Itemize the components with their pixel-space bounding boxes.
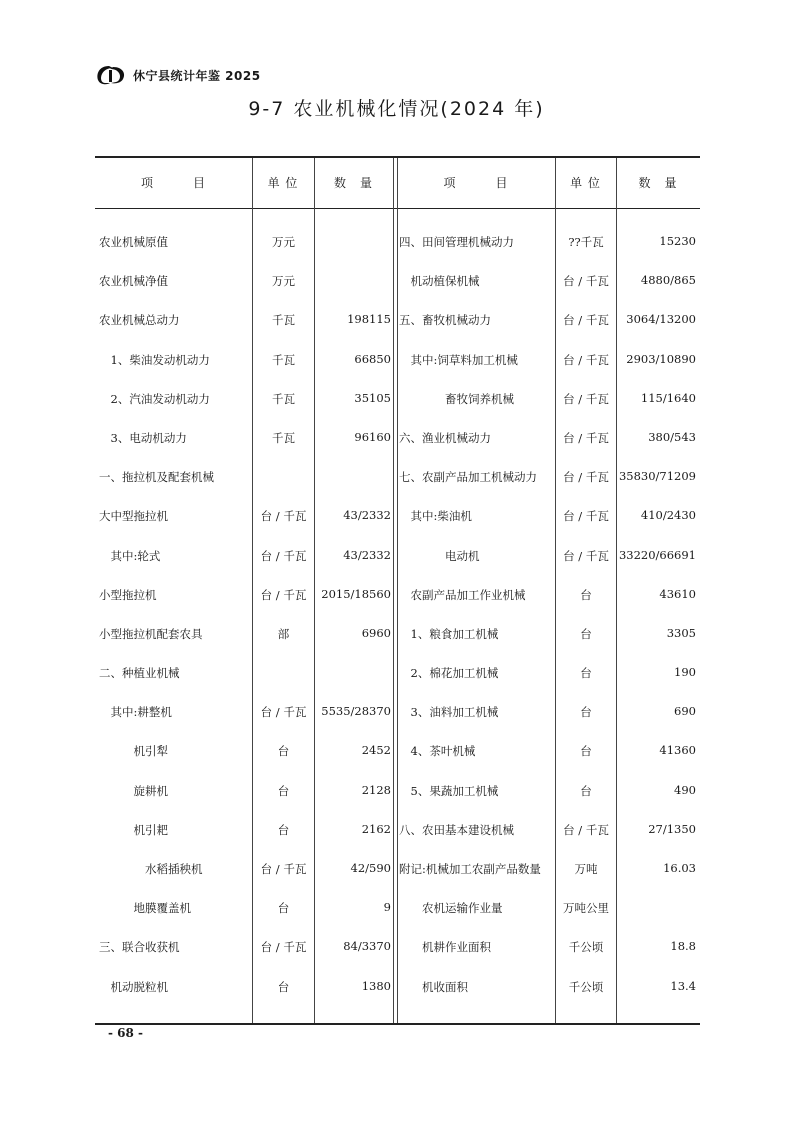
table-row: [95, 851, 700, 890]
header-item-left: 项 目: [140, 176, 206, 190]
row-unit-right: 万吨公里: [563, 901, 609, 916]
row-value-left: 2162: [361, 821, 391, 836]
row-unit-right: 台 / 千瓦: [563, 509, 609, 524]
row-value-right: 16.03: [663, 861, 696, 875]
row-unit-right: 台 / 千瓦: [563, 430, 609, 445]
row-unit-right: 千公顷: [568, 940, 604, 955]
row-unit-right: 台 / 千瓦: [563, 274, 609, 289]
row-value-left: 43/2332: [343, 547, 391, 562]
row-unit-left: 台: [277, 901, 290, 916]
row-item-right: 其中:柴油机: [399, 509, 472, 524]
table-title: 9-7 农业机械化情况(2024 年): [248, 98, 545, 120]
row-unit-right: 台: [580, 744, 592, 759]
row-unit-left: 台 / 千瓦: [260, 940, 307, 955]
table-row: [95, 381, 700, 420]
row-item-left: 其中:轮式: [99, 548, 161, 563]
row-value-right: 43610: [659, 586, 696, 601]
row-value-right: 115/1640: [640, 390, 696, 405]
page-number: - 68 -: [108, 1026, 144, 1040]
table-row: [95, 890, 700, 929]
row-unit-left: 千瓦: [272, 313, 295, 328]
row-value-left: 66850: [354, 351, 391, 366]
row-value-right: 35830/71209: [618, 469, 696, 484]
row-item-left: 一、拖拉机及配套机械: [99, 470, 214, 485]
row-item-right: 七、农副产品加工机械动力: [399, 470, 537, 485]
row-item-right: 1、粮食加工机械: [399, 626, 499, 641]
row-item-right: 5、果蔬加工机械: [399, 783, 499, 798]
row-value-right: 410/2430: [640, 508, 696, 523]
row-unit-left: 台: [277, 744, 290, 759]
row-item-left: 1、柴油发动机动力: [99, 352, 210, 367]
row-item-left: 地膜覆盖机: [99, 901, 191, 916]
row-unit-left: 台 / 千瓦: [260, 862, 307, 876]
row-item-right: 电动机: [399, 548, 480, 563]
row-value-right: 3305: [666, 625, 696, 640]
row-value-right: 13.4: [670, 978, 696, 993]
row-value-right: 2903/10890: [626, 351, 696, 366]
table-row: [95, 498, 700, 537]
row-value-right: 41360: [659, 743, 696, 758]
row-item-right: 机动植保机械: [399, 274, 480, 289]
row-value-left: 9: [383, 900, 391, 915]
table-row: [95, 263, 700, 302]
row-unit-left: 千瓦: [272, 391, 295, 406]
row-item-right: 其中:饲草料加工机械: [399, 352, 518, 367]
mechanization-table: [95, 156, 700, 1024]
table-row: [95, 577, 700, 616]
page-header: [95, 64, 261, 86]
header-unit-left: 单 位: [267, 176, 299, 190]
row-item-left: 旋耕机: [99, 783, 168, 798]
row-value-left: 2452: [361, 743, 391, 758]
row-item-right: 附记:机械加工农副产品数量: [399, 862, 541, 876]
row-item-right: 4、茶叶机械: [399, 744, 476, 759]
row-unit-right: 台 / 千瓦: [563, 391, 609, 406]
table-row: [95, 694, 700, 733]
row-value-left: 2015/18560: [321, 586, 391, 601]
header-value-left: 数 量: [333, 176, 373, 190]
table-row: [95, 302, 700, 341]
row-unit-left: 台: [277, 822, 290, 837]
row-unit-right: 台: [580, 666, 592, 681]
table-row: [95, 459, 700, 498]
row-value-right: 690: [674, 704, 696, 719]
row-value-right: 380/543: [648, 429, 696, 444]
row-unit-right: 台 / 千瓦: [563, 352, 609, 367]
row-item-left: 农业机械总动力: [99, 313, 180, 328]
row-item-left: 小型拖拉机: [99, 587, 157, 602]
row-value-left: 96160: [354, 429, 391, 444]
row-unit-left: 万元: [272, 274, 295, 289]
row-value-left: 6960: [361, 625, 391, 640]
row-value-right: 33220/66691: [618, 547, 696, 562]
header-item-right: 项 目: [443, 176, 509, 190]
row-value-left: 1380: [361, 978, 391, 993]
table-row: [95, 538, 700, 577]
row-value-right: 15230: [659, 234, 696, 248]
table-row: [95, 969, 700, 1008]
row-unit-left: 台: [277, 979, 290, 994]
row-value-left: 42/590: [350, 861, 391, 875]
row-unit-right: 台: [580, 705, 592, 720]
row-item-right: 机耕作业面积: [399, 940, 491, 955]
table-row: [95, 420, 700, 459]
header-value-right: 数 量: [638, 176, 678, 190]
row-unit-left: 千瓦: [272, 352, 295, 367]
footer-rule: [95, 1024, 700, 1025]
row-unit-right: 千公顷: [568, 979, 604, 994]
row-value-left: 198115: [347, 312, 391, 327]
row-item-right: 2、棉花加工机械: [399, 666, 499, 681]
row-value-right: 190: [674, 665, 696, 680]
row-item-left: 三、联合收获机: [99, 940, 180, 955]
row-unit-left: 台 / 千瓦: [260, 705, 307, 720]
row-item-right: 八、农田基本建设机械: [399, 822, 514, 837]
row-value-left: 5535/28370: [321, 704, 391, 719]
yearbook-logo-icon: [95, 64, 127, 86]
row-item-left: 其中:耕整机: [99, 705, 172, 720]
row-item-right: 3、油料加工机械: [399, 705, 499, 720]
row-value-left: 84/3370: [343, 939, 391, 954]
row-value-right: 4880/865: [640, 273, 696, 288]
table-row: [95, 773, 700, 812]
row-unit-right: 台: [580, 626, 592, 641]
row-unit-left: 台 / 千瓦: [260, 587, 307, 602]
row-unit-left: 台 / 千瓦: [260, 548, 307, 563]
row-unit-right: ??千瓦: [568, 235, 604, 249]
row-unit-left: 万元: [272, 235, 295, 249]
row-value-right: 27/1350: [648, 821, 696, 836]
row-item-left: 农业机械净值: [99, 274, 168, 289]
table-row: [95, 342, 700, 381]
row-item-left: 二、种植业机械: [99, 666, 180, 681]
row-item-left: 大中型拖拉机: [99, 509, 168, 524]
row-unit-right: 台 / 千瓦: [563, 548, 609, 563]
row-item-right: 六、渔业机械动力: [399, 430, 491, 445]
table-row: [95, 224, 700, 263]
row-item-left: 小型拖拉机配套农具: [99, 626, 203, 641]
row-item-right: 畜牧饲养机械: [399, 391, 514, 406]
row-item-left: 农业机械原值: [99, 235, 168, 249]
row-unit-right: 台: [580, 587, 592, 602]
table-row: [95, 655, 700, 694]
row-item-right: 五、畜牧机械动力: [399, 313, 491, 328]
row-value-left: 2128: [361, 782, 391, 797]
row-item-right: 机收面积: [399, 979, 468, 994]
row-item-left: 3、电动机动力: [99, 430, 187, 445]
row-item-left: 机动脱粒机: [99, 979, 168, 994]
row-value-left: 43/2332: [343, 508, 391, 523]
header-unit-right: 单 位: [570, 176, 601, 190]
row-item-left: 水稻插秧机: [99, 862, 203, 876]
row-unit-right: 台 / 千瓦: [563, 822, 609, 837]
table-row: [95, 733, 700, 772]
table-body: [95, 224, 700, 1008]
row-item-left: 机引犁: [99, 744, 168, 759]
row-value-right: 490: [674, 782, 696, 797]
table-row: [95, 616, 700, 655]
row-unit-left: 部: [277, 626, 290, 641]
row-value-left: 35105: [354, 390, 391, 405]
row-unit-left: 台 / 千瓦: [260, 509, 307, 524]
row-item-right: 四、田间管理机械动力: [399, 235, 514, 249]
yearbook-title: 休宁县统计年鉴 2025: [133, 68, 261, 83]
row-value-right: 18.8: [670, 939, 696, 954]
row-unit-right: 台 / 千瓦: [563, 313, 609, 328]
row-unit-right: 台 / 千瓦: [563, 470, 609, 485]
row-item-right: 农副产品加工作业机械: [399, 587, 526, 602]
row-unit-left: 台: [277, 783, 290, 798]
row-item-left: 2、汽油发动机动力: [99, 391, 210, 406]
table-row: [95, 929, 700, 968]
table-row: [95, 812, 700, 851]
row-unit-right: 万吨: [574, 862, 598, 876]
row-item-left: 机引耙: [99, 822, 168, 837]
row-unit-left: 千瓦: [272, 430, 295, 445]
row-unit-right: 台: [580, 783, 592, 798]
row-item-right: 农机运输作业量: [399, 901, 503, 916]
row-value-right: 3064/13200: [626, 312, 696, 327]
